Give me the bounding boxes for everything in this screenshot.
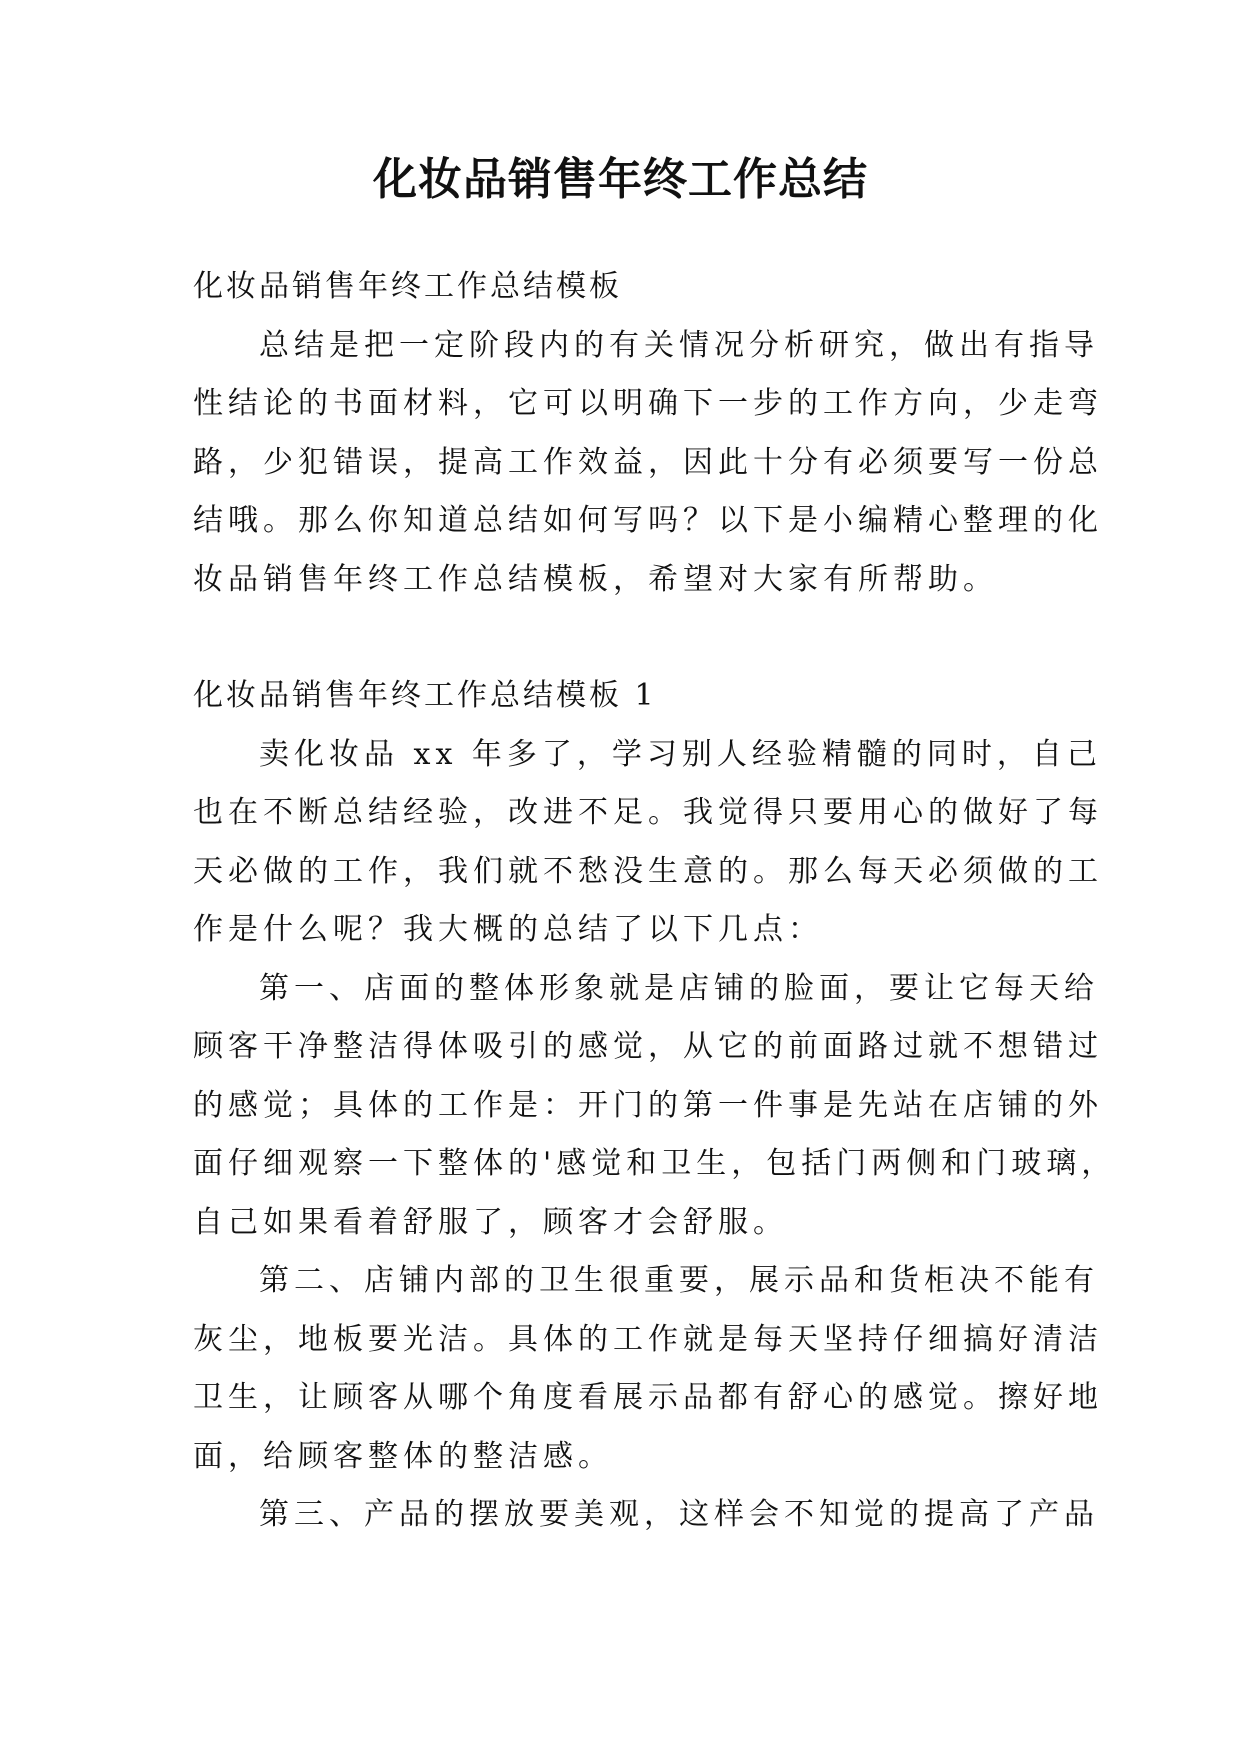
paragraph-line: 结哦。那么你知道总结如何写吗？以下是小编精心整理的化 [193,503,1103,538]
paragraph-line: 自己如果看着舒服了，顾客才会舒服。 [193,1204,788,1240]
paragraph-line: 面仔细观察一下整体的'感觉和卫生，包括门两侧和门玻璃， [193,1146,1117,1181]
section-heading: 化妆品销售年终工作总结模板 [193,269,622,304]
paragraph-line: 灰尘，地板要光洁。具体的工作就是每天坚持仔细搞好清洁 [193,1321,1103,1357]
paragraph-line: 作是什么呢？我大概的总结了以下几点： [193,912,823,947]
paragraph-line: 面，给顾客整体的整洁感。 [193,1438,613,1474]
section-gap [193,609,1061,667]
paragraph-line: 第一、店面的整体形象就是店铺的脸面，要让它每天给 [259,970,1099,1006]
paragraph-3 [193,1252,1103,1486]
paragraph-line: 卖化妆品 xx 年多了，学习别人经验精髓的同时，自己 [259,736,1102,772]
paragraph-1 [193,726,1103,960]
paragraph-line: 性结论的书面材料，它可以明确下一步的工作方向，少走弯 [193,386,1103,421]
paragraph-line: 妆品销售年终工作总结模板，希望对大家有所帮助。 [193,561,998,597]
paragraph-line: 的感觉；具体的工作是：开门的第一件事是先站在店铺的外 [193,1087,1103,1123]
section-heading: 化妆品销售年终工作总结模板 1 [193,678,657,713]
paragraph-4 [193,1486,1099,1545]
paragraph-line: 也在不断总结经验，改进不足。我觉得只要用心的做好了每 [193,795,1103,830]
paragraph-line: 卫生，让顾客从哪个角度看展示品都有舒心的感觉。擦好地 [193,1380,1103,1415]
paragraph-2 [193,960,1117,1253]
paragraph-line: 天必做的工作，我们就不愁没生意的。那么每天必须做的工 [193,853,1103,889]
paragraph-line: 顾客干净整洁得体吸引的感觉，从它的前面路过就不想错过 [193,1029,1103,1064]
paragraph-line: 总结是把一定阶段内的有关情况分析研究，做出有指导 [259,327,1099,363]
paragraph-line: 第三、产品的摆放要美观，这样会不知觉的提高了产品 [259,1497,1099,1532]
document-body [193,258,1117,1545]
document-title: 化妆品销售年终工作总结 [373,154,868,205]
paragraph-line: 第二、店铺内部的卫生很重要，展示品和货柜决不能有 [259,1263,1099,1298]
intro-paragraph [193,317,1103,610]
paragraph-line: 路，少犯错误，提高工作效益，因此十分有必须要写一份总 [193,444,1103,480]
